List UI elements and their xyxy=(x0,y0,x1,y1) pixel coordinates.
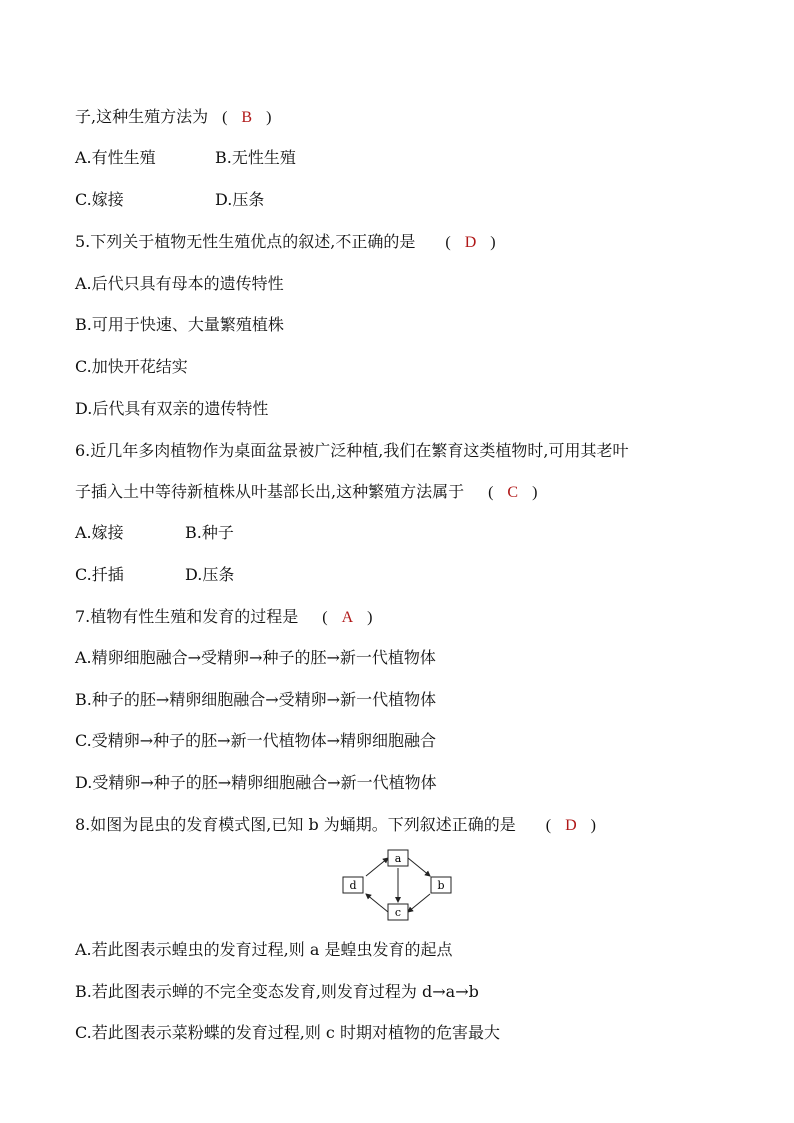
q7-option-a: A.精卵细胞融合→受精卵→种子的胚→新一代植物体 xyxy=(75,648,436,667)
stage-a-label: a xyxy=(394,852,402,865)
q4-option-c: C.嫁接 xyxy=(75,190,124,209)
q5-option-d: D.后代具有双亲的遗传特性 xyxy=(75,399,269,418)
q7-answer: ( A ) xyxy=(322,609,373,626)
q6-stem-line1: 6.近几年多肉植物作为桌面盆景被广泛种植,我们在繁育这类植物时,可用其老叶 xyxy=(75,441,629,460)
q8-option-a: A.若此图表示蝗虫的发育过程,则 a 是蝗虫发育的起点 xyxy=(75,940,453,959)
q5-stem xyxy=(75,231,510,254)
q4-option-a: A.有性生殖 xyxy=(75,148,156,167)
q7-stem-text: 7.植物有性生殖和发育的过程是 xyxy=(75,607,299,626)
q7-option-d: D.受精卵→种子的胚→精卵细胞融合→新一代植物体 xyxy=(75,773,437,792)
arrow-c-to-d xyxy=(366,894,388,912)
q5-stem-text: 5.下列关于植物无性生殖优点的叙述,不正确的是 xyxy=(75,232,416,251)
q5-option-c: C.加快开花结实 xyxy=(75,357,188,376)
q6-stem-line2 xyxy=(75,481,551,504)
q4-options-row1 xyxy=(75,147,296,169)
q8-stem xyxy=(75,814,610,837)
q7-stem xyxy=(75,606,387,629)
q6-option-d: D.压条 xyxy=(185,565,235,584)
q6-option-b: B.种子 xyxy=(185,523,234,542)
arrow-d-to-a xyxy=(366,858,388,876)
q5-option-a: A.后代只具有母本的遗传特性 xyxy=(75,274,284,293)
q8-stem-text: 8.如图为昆虫的发育模式图,已知 b 为蛹期。下列叙述正确的是 xyxy=(75,815,516,834)
q6-options-row2 xyxy=(75,564,234,586)
q7-option-b: B.种子的胚→精卵细胞融合→受精卵→新一代植物体 xyxy=(75,690,437,709)
q4-stem-text: 子,这种生殖方法为 xyxy=(75,107,209,126)
q4-option-d: D.压条 xyxy=(215,190,265,209)
q8-option-b: B.若此图表示蝉的不完全变态发育,则发育过程为 d→a→b xyxy=(75,982,479,1001)
q8-option-c: C.若此图表示菜粉蝶的发育过程,则 c 时期对植物的危害最大 xyxy=(75,1023,500,1042)
q4-option-b: B.无性生殖 xyxy=(215,148,296,167)
q8-answer: ( D ) xyxy=(545,817,596,834)
q5-option-b: B.可用于快速、大量繁殖植株 xyxy=(75,315,284,334)
q6-stem-text: 子插入土中等待新植株从叶基部长出,这种繁殖方法属于 xyxy=(75,482,465,501)
q4-answer: ( B ) xyxy=(222,109,272,126)
q4-options-row2 xyxy=(75,189,264,211)
q6-answer: ( C ) xyxy=(488,484,538,501)
arrow-b-to-c xyxy=(408,894,430,912)
q6-option-a: A.嫁接 xyxy=(75,523,124,542)
stage-d-label: d xyxy=(349,879,357,892)
q4-stem-continuation xyxy=(75,106,285,129)
q5-answer: ( D ) xyxy=(445,234,496,251)
stage-b-label: b xyxy=(437,879,445,892)
stage-c-label: c xyxy=(394,906,402,919)
q7-option-c: C.受精卵→种子的胚→新一代植物体→精卵细胞融合 xyxy=(75,731,436,750)
q6-option-c: C.扦插 xyxy=(75,565,124,584)
insect-development-diagram xyxy=(338,846,458,924)
q6-options-row1 xyxy=(75,522,234,544)
arrow-a-to-b xyxy=(408,858,430,876)
